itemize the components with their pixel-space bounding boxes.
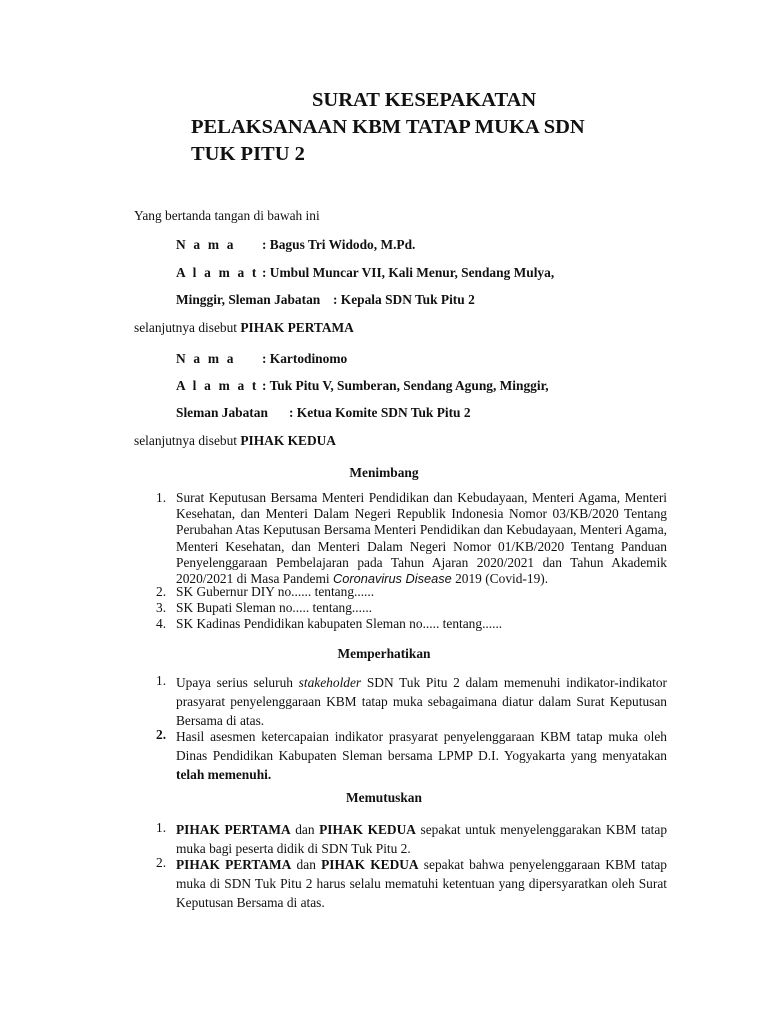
- memperhatikan-item-1-text-end: SDN Tuk Pitu 2 dalam memenuhi indikator-indikator prasyarat penyelenggaraan KBM tatap muka sebagaimana diatur dalam Surat Keputusan Bersama di atas.: [176, 675, 667, 728]
- menimbang-heading: Menimbang: [349, 465, 419, 480]
- memutuskan-item-2-number: 2.: [156, 855, 167, 870]
- memperhatikan-item-2-bold: telah memenuhi.: [176, 767, 272, 782]
- memutuskan-item-2: [176, 855, 667, 912]
- memperhatikan-item-1-italic: stakeholder: [298, 675, 362, 690]
- memperhatikan-heading: Memperhatikan: [337, 646, 431, 661]
- memutuskan-item-2-pihak-pertama: PIHAK PERTAMA: [176, 857, 292, 872]
- party2-alamat-continuation: Sleman Jabatan: [176, 405, 268, 420]
- memutuskan-heading: Memutuskan: [346, 790, 422, 805]
- menimbang-item-1: [176, 490, 667, 587]
- menimbang-item-1-text: Surat Keputusan Bersama Menteri Pendidikan dan Kebudayaan, Menteri Agama, Menteri Kesehatan, dan Menteri Dalam Negeri Republik Indonesia Nomor 03/KB/2020 Tentang Perubahan Atas Keputusan Bersama Menteri Pendidikan dan Kebudayaan, Menteri Agama, Menteri Kesehatan, dan Menteri Dalam Negeri Nomor 01/KB/2020 Tentang Panduan Penyelenggaraan Pembelajaran pada Tahun Ajaran 2020/2021 dan Tahun Akademik 2020/2021 di Masa Pandemi: [176, 490, 667, 587]
- menimbang-item-2-number: 2.: [156, 584, 167, 599]
- menimbang-item-4-number: 4.: [156, 616, 167, 631]
- intro-text: Yang bertanda tangan di bawah ini: [134, 208, 320, 223]
- party2-designation: [134, 433, 336, 449]
- menimbang-item-1-text-end: 2019 (Covid-19).: [451, 571, 549, 587]
- party1-alamat-label: A l a m a t: [176, 265, 259, 280]
- memutuskan-item-1: [176, 820, 667, 858]
- document-title-line-1: SURAT KESEPAKATAN: [312, 89, 537, 111]
- party1-alamat-value: : Umbul Muncar VII, Kali Menur, Sendang Mulya,: [262, 265, 555, 280]
- party2-nama-label: N a m a: [176, 351, 236, 366]
- menimbang-item-1-number: 1.: [156, 490, 167, 505]
- document-title-line-2: PELAKSANAAN KBM TATAP MUKA SDN: [191, 116, 585, 138]
- party1-designation-label: PIHAK PERTAMA: [240, 320, 354, 335]
- party1-alamat-continuation: Minggir, Sleman Jabatan: [176, 292, 321, 307]
- memutuskan-item-2-text: sepakat bahwa penyelenggaraan KBM tatap muka di SDN Tuk Pitu 2 harus selalu mematuhi ketentuan yang dipersyaratkan oleh Surat Keputusan Bersama di atas.: [176, 857, 667, 910]
- party1-nama-label: N a m a: [176, 237, 236, 252]
- party2-alamat-value: : Tuk Pitu V, Sumberan, Sendang Agung, Minggir,: [262, 378, 549, 393]
- menimbang-item-3-number: 3.: [156, 600, 167, 615]
- memperhatikan-item-1: [176, 673, 667, 730]
- memutuskan-item-1-pihak-kedua: PIHAK KEDUA: [319, 822, 416, 837]
- memutuskan-item-1-pihak-pertama: PIHAK PERTAMA: [176, 822, 291, 837]
- memperhatikan-item-1-text: Upaya serius seluruh: [176, 675, 299, 690]
- menimbang-item-2: SK Gubernur DIY no...... tentang......: [176, 584, 375, 599]
- memutuskan-item-2-dan: dan: [291, 857, 322, 872]
- menimbang-item-1-italic: Coronavirus Disease: [332, 571, 452, 587]
- party1-nama-value: : Bagus Tri Widodo, M.Pd.: [262, 237, 416, 252]
- menimbang-item-4: SK Kadinas Pendidikan kabupaten Sleman no..... tentang......: [176, 616, 503, 631]
- party1-jabatan-value: : Kepala SDN Tuk Pitu 2: [333, 292, 475, 307]
- party1-designation: [134, 320, 354, 336]
- party2-nama-value: : Kartodinomo: [262, 351, 348, 366]
- party2-jabatan-value: : Ketua Komite SDN Tuk Pitu 2: [289, 405, 471, 420]
- party2-designation-prefix: selanjutnya disebut: [134, 433, 241, 448]
- memperhatikan-item-2: [176, 727, 667, 784]
- memutuskan-item-1-dan: dan: [290, 822, 320, 837]
- party1-designation-prefix: selanjutnya disebut: [134, 320, 241, 335]
- memutuskan-item-1-number: 1.: [156, 820, 167, 835]
- menimbang-item-3: SK Bupati Sleman no..... tentang......: [176, 600, 373, 615]
- party2-alamat-label: A l a m a t: [176, 378, 259, 393]
- memutuskan-item-1-text: sepakat untuk menyelenggarakan KBM tatap muka bagi peserta didik di SDN Tuk Pitu 2.: [176, 822, 668, 856]
- memperhatikan-item-2-number: 2.: [156, 727, 167, 742]
- memutuskan-item-2-pihak-kedua: PIHAK KEDUA: [321, 857, 419, 872]
- party2-designation-label: PIHAK KEDUA: [240, 433, 336, 448]
- memperhatikan-item-1-number: 1.: [156, 673, 167, 688]
- document-title-line-3: TUK PITU 2: [191, 143, 305, 165]
- memperhatikan-item-2-text: Hasil asesmen ketercapaian indikator prasyarat penyelenggaraan KBM tatap muka oleh Dinas Pendidikan Kabupaten Sleman bersama LPMP D.I. Yogyakarta yang menyatakan: [176, 729, 667, 763]
